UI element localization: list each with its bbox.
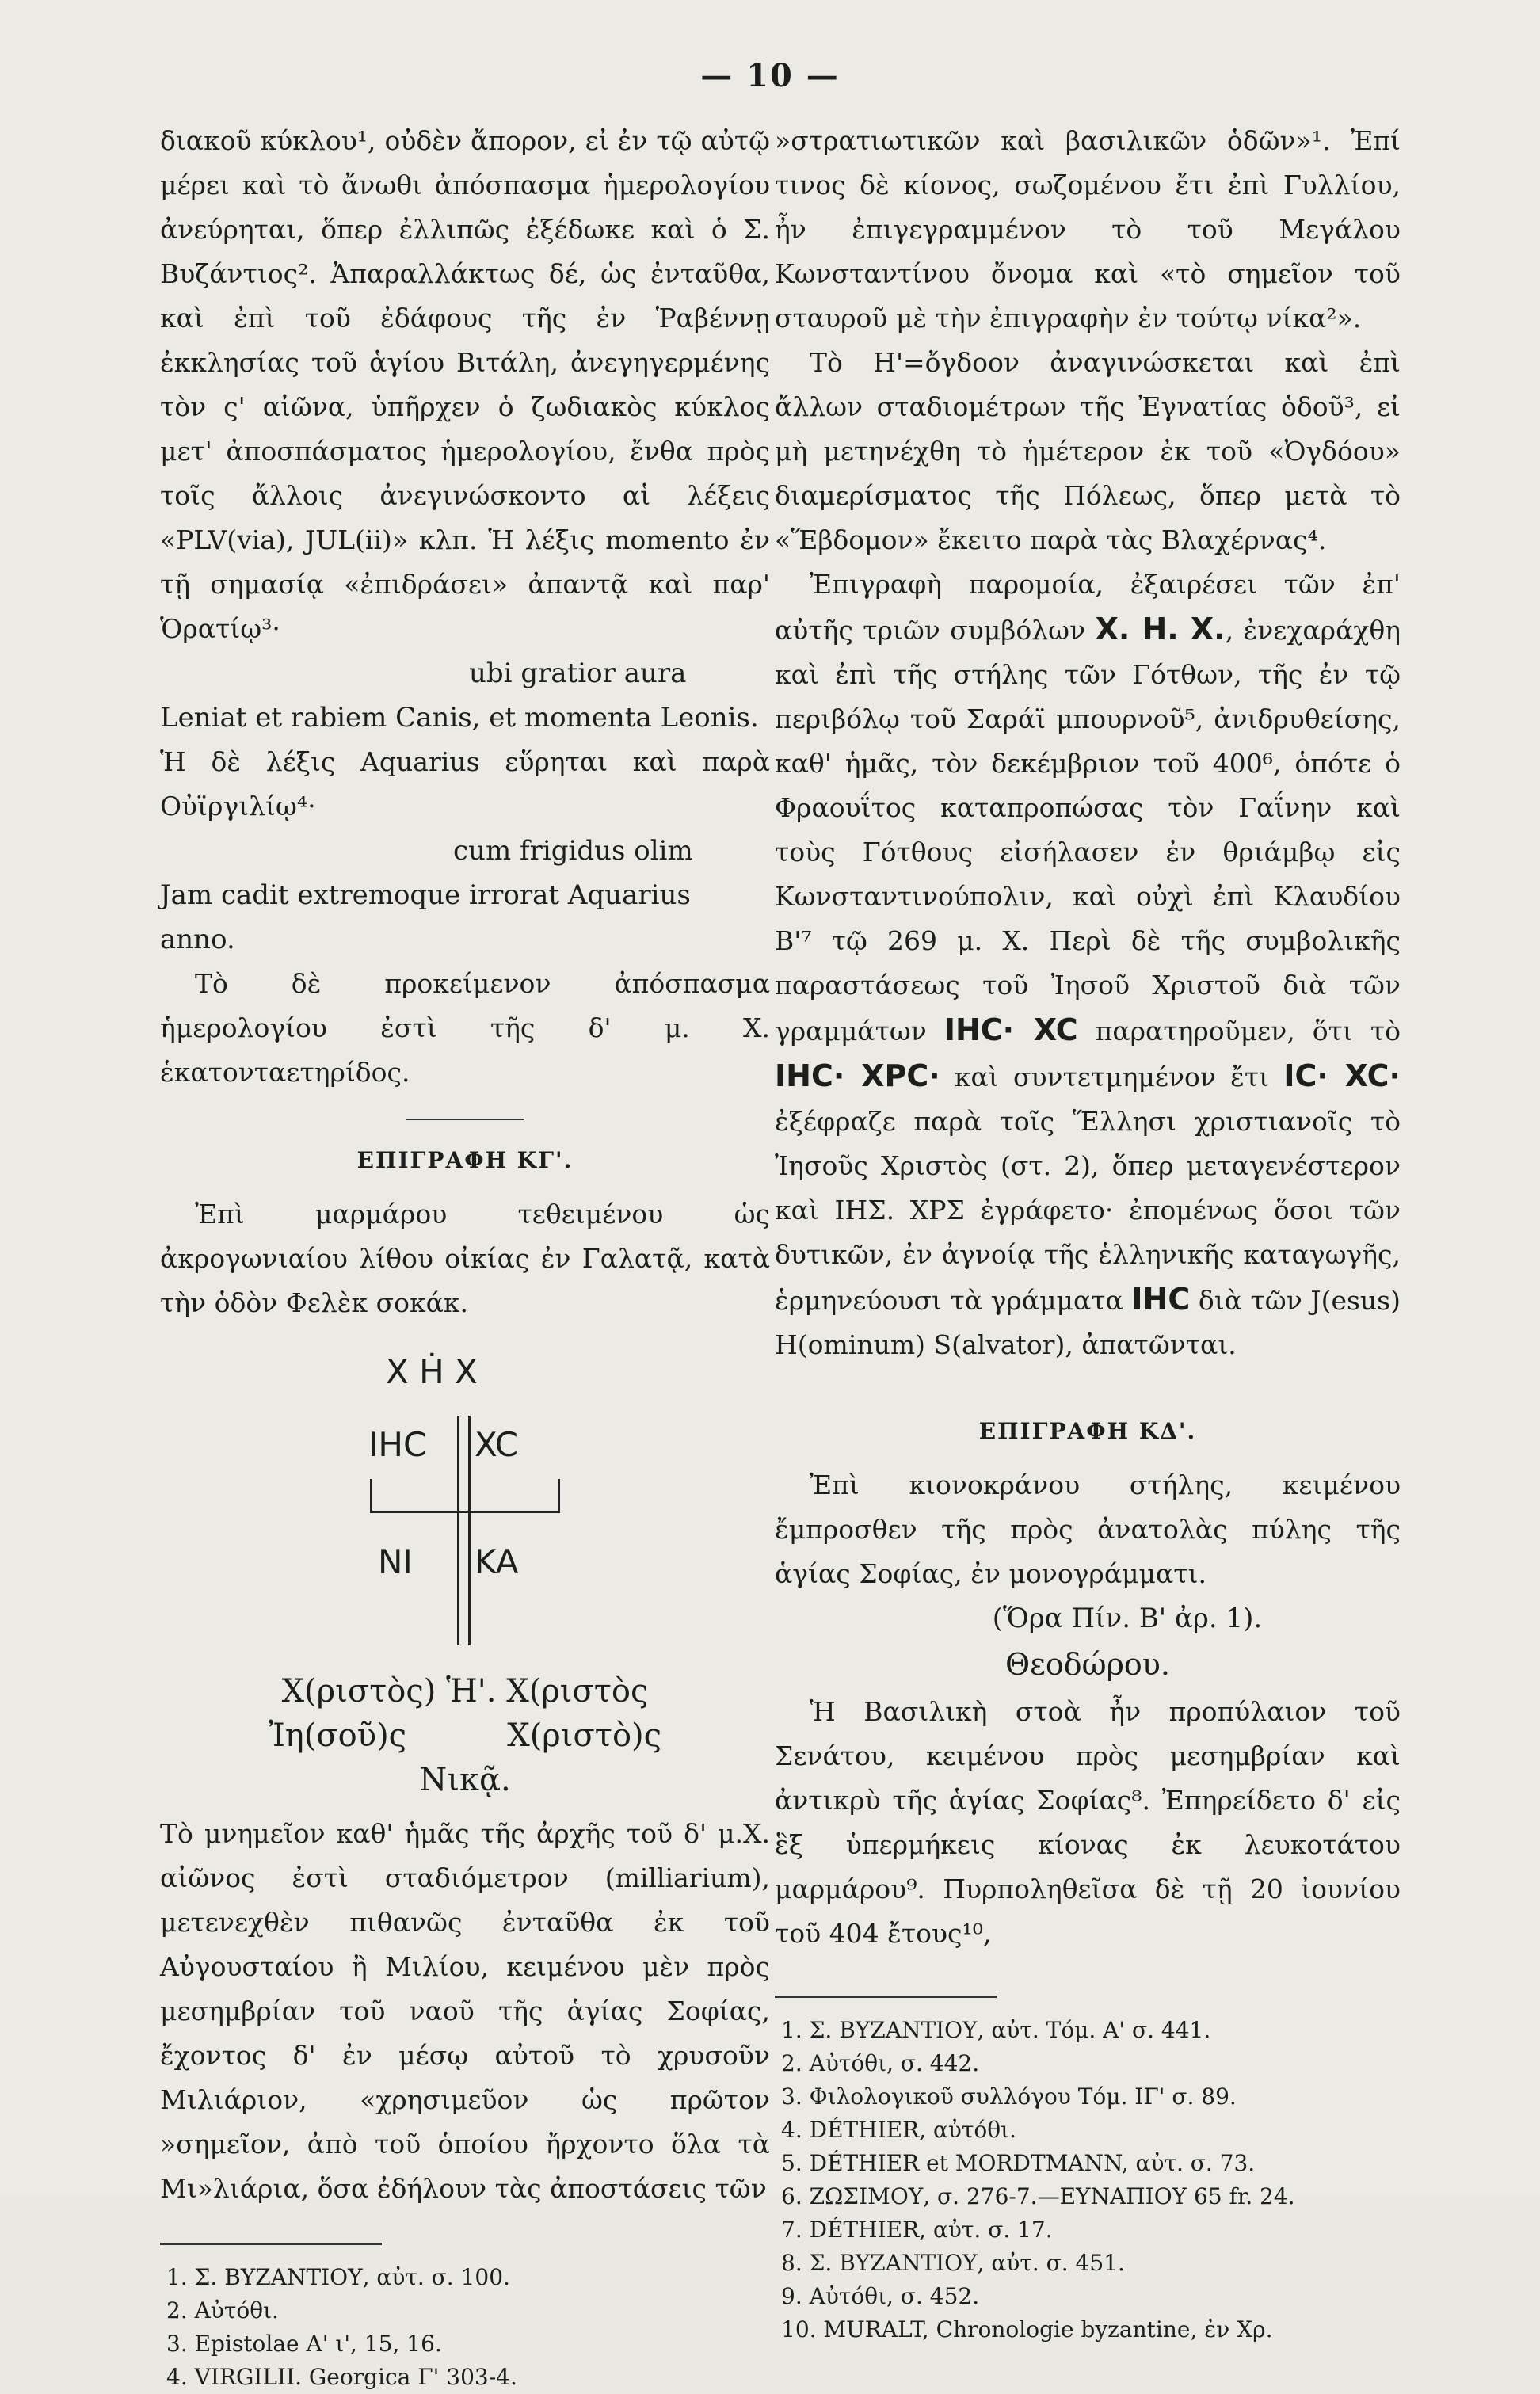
- cross-horizontal: [370, 1511, 560, 1513]
- footnote: 5. DÉTHIER et MORDTMANN, αὐτ. σ. 73.: [781, 2150, 1256, 2176]
- plate-reference: (Ὅρα Πίν. Β' ἀρ. 1).: [992, 1603, 1263, 1634]
- separator-rule: [406, 1119, 524, 1120]
- left-paragraph-1: διακοῦ κύκλου¹, οὐδὲν ἄπορον, εἰ ἐν τῷ αὐτῷ μέρει καὶ τὸ ἄνωθι ἀπόσπασμα ἡμερολογίου ἀνεύρηται, ὅπερ ἐλλιπῶς ἐξέδωκε καὶ ὁ Σ. Βυζάντιος². Ἀπαραλλάκτως δέ, ὡς ἐνταῦθα, καὶ ἐπὶ τοῦ ἐδάφους τῆς ἐν Ῥαβέννῃ ἐκκλησίας τοῦ ἁγίου Βιτάλη, ἀνεγηγερμένης τὸν ς' αἰῶνα, ὑπῆρχεν ὁ ζωδιακὸς κύκλος μετ' ἀποσπάσματος ἡμερολογίου, ἔνθα πρὸς τοῖς ἄλλοις ἀνεγινώσκοντο αἱ λέξεις «PLV(via), JUL(ii)» κλπ. Ἡ λέξις momento ἐν τῇ σημασίᾳ «ἐπιδράσει» ἀπαντᾷ καὶ παρ' Ὁρατίῳ³·: [160, 125, 770, 644]
- monogram-ka: KA: [475, 1542, 519, 1581]
- cross-end-right: [558, 1479, 560, 1511]
- footnote-rule: [775, 1996, 997, 1998]
- symbol-ihc: IHC: [1131, 1282, 1191, 1317]
- transliteration-line-2: Ἰη(σοῦ)ς Χ(ριστὸ)ς: [268, 1717, 662, 1754]
- monogram-ni: NI: [378, 1542, 413, 1581]
- inscription-heading: ΕΠΙΓΡΑΦΗ ΚΔ'.: [978, 1418, 1197, 1444]
- monogram-ihc: IHC: [368, 1425, 427, 1464]
- monogram-top: X Ḣ X: [386, 1352, 478, 1391]
- right-footnotes: [775, 2014, 1401, 2346]
- footnote: 8. Σ. ΒΥΖΑΝΤΙΟΥ, αὐτ. σ. 451.: [781, 2250, 1125, 2276]
- footnote-rule: [160, 2243, 382, 2245]
- right-paragraph-2: Τὸ Η'=ὄγδοον ἀναγινώσκεται καὶ ἐπὶ ἄλλων σταδιομέτρων τῆς Ἐγνατίας ὁδοῦ³, εἰ μὴ μετηνέχθη τὸ ἡμέτερον ἐκ τοῦ «Ὀγδόου» διαμερίσματος τῆς Πόλεως, ὅπερ μετὰ τὸ «Ἕβδομον» ἔκειτο παρὰ τὰς Βλαχέρνας⁴.: [775, 347, 1401, 555]
- cross-end-left: [370, 1479, 372, 1511]
- quote-line: ubi gratior aura: [469, 658, 687, 689]
- symbol-xhx: X. H. X.: [1095, 612, 1226, 646]
- footnote: 4. DÉTHIER, αὐτόθι.: [781, 2117, 1016, 2143]
- text-run: παρατηροῦμεν, ὅτι τὸ: [1095, 1016, 1401, 1046]
- left-paragraph-5: Τὸ μνημεῖον καθ' ἡμᾶς τῆς ἀρχῆς τοῦ δ' μ.Χ. αἰῶνος ἐστὶ σταδιόμετρον (milliarium), μετενεχθὲν πιθανῶς ἐνταῦθα ἐκ τοῦ Αὐγουσταίου ἢ Μιλίου, κειμένου μὲν πρὸς μεσημβρίαν τοῦ ναοῦ τῆς ἁγίας Σοφίας, ἔχοντος δ' ἐν μέσῳ αὐτοῦ τὸ χρυσοῦν Μιλιάριον, «χρησιμεῦον ὡς πρῶτον »σημεῖον, ἀπὸ τοῦ ὁποίου ἤρχοντο ὅλα τὰ Μι»λιάρια, ὅσα ἐδήλουν τὰς ἀποστάσεις τῶν: [160, 1818, 770, 2204]
- footnote: 2. Αὐτόθι, σ. 442.: [781, 2050, 980, 2076]
- inscription-heading: ΕΠΙΓΡΑΦΗ ΚΓ'.: [356, 1147, 574, 1173]
- left-quote-2: [160, 829, 770, 962]
- footnote: 10. MURALT, Chronologie byzantine, ἐν Χρ.: [781, 2316, 1273, 2343]
- right-column: [775, 119, 1401, 2346]
- symbol-ic-xc: IC· XC·: [1283, 1058, 1401, 1093]
- right-paragraph-5: Ἡ Βασιλικὴ στοὰ ἦν προπύλαιον τοῦ Σενάτου, κειμένου πρὸς μεσημβρίαν καὶ ἀντικρὺ τῆς ἁγίας Σοφίας⁸. Ἐπηρείδετο δ' εἰς ἓξ ὑπερμήκεις κίονας ἐκ λευκοτάτου μαρμάρου⁹. Πυρποληθεῖσα δὲ τῇ 20 ἰουνίου τοῦ 404 ἔτους¹⁰,: [775, 1696, 1401, 1949]
- right-paragraph-3: [775, 562, 1401, 1367]
- footnote: 9. Αὐτόθι, σ. 452.: [781, 2283, 980, 2309]
- cross-vertical-left: [457, 1416, 459, 1645]
- footnote: 3. Epistolae Α' ι', 15, 16.: [166, 2331, 442, 2357]
- page-number: — 10 —: [700, 57, 840, 94]
- footnote: 6. ΖΩΣΙΜΟΥ, σ. 276-7.—ΕΥΝΑΠΙΟΥ 65 fr. 24.: [781, 2183, 1295, 2209]
- monogram-xc: XC: [475, 1425, 519, 1464]
- text-run: καὶ συντετμημένον ἔτι: [954, 1062, 1270, 1092]
- text-run: ἐξέφραζε παρὰ τοῖς Ἕλλησι χριστιανοῖς τὸ Ἰησοῦς Χριστὸς (στ. 2), ὅπερ μεταγενέστερον καὶ ΙΗΣ. ΧΡΣ ἐγράφετο· ἐπομένως ὅσοι τῶν δυτικῶν, ἐν ἀγνοίᾳ τῆς ἑλληνικῆς καταγωγῆς, ἑρμηνεύουσι τὰ γράμματα: [775, 1106, 1401, 1316]
- left-quote-1: [160, 651, 770, 740]
- left-column: [160, 119, 770, 2394]
- right-paragraph-4: Ἐπὶ κιονοκράνου στήλης, κειμένου ἔμπροσθεν τῆς πρὸς ἀνατολὰς πύλης τῆς ἁγίας Σοφίας, ἐν μονογράμματι.: [775, 1470, 1401, 1589]
- cross-monogram: [370, 1352, 560, 1653]
- quote-line: Jam cadit extremoque irrorat Aquarius anno.: [160, 879, 691, 955]
- left-paragraph-2: Ἡ δὲ λέξις Aquarius εὕρηται καὶ παρὰ Οὐϊργιλίῳ⁴·: [160, 746, 770, 822]
- left-footnotes: [160, 2261, 770, 2394]
- transliteration-line-3: Νικᾷ.: [419, 1762, 511, 1798]
- quote-line: cum frigidus olim: [453, 835, 693, 867]
- left-paragraph-4: Ἐπὶ μαρμάρου τεθειμένου ὡς ἀκρογωνιαίου λίθου οἰκίας ἐν Γαλατᾷ, κατὰ τὴν ὁδὸν Φελὲκ σοκάκ.: [160, 1199, 770, 1318]
- cross-vertical-right: [468, 1416, 471, 1645]
- right-paragraph-1: »στρατιωτικῶν καὶ βασιλικῶν ὁδῶν»¹. Ἐπί τινος δὲ κίονος, σωζομένου ἔτι ἐπὶ Γυλλίου, ἦν ἐπιγεγραμμένον τὸ τοῦ Μεγάλου Κωνσταντίνου ὄνομα καὶ «τὸ σημεῖον τοῦ σταυροῦ μὲ τὴν ἐπιγραφὴν ἐν τούτῳ νίκα²».: [775, 125, 1401, 334]
- symbol-ihc-xc: IHC· XC: [943, 1012, 1078, 1047]
- left-paragraph-3: Τὸ δὲ προκείμενον ἀπόσπασμα ἡμερολογίου ἐστὶ τῆς δ' μ. Χ. ἑκατονταετηρίδος.: [160, 968, 770, 1088]
- text-run: Ἐπιγραφὴ παρομοία, ἐξαιρέσει τῶν ἐπ' αὐτῆς τριῶν συμβόλων: [775, 569, 1401, 646]
- transliteration-line-1: Χ(ριστὸς) Ἡ'. Χ(ριστὸς: [281, 1673, 649, 1710]
- footnote: 1. Σ. ΒΥΖΑΝΤΙΟΥ, αὐτ. σ. 100.: [166, 2264, 510, 2290]
- quote-line: Leniat et rabiem Canis, et momenta Leonis.: [160, 702, 759, 734]
- text-run: , ἐνεχαράχθη καὶ ἐπὶ τῆς στήλης τῶν Γότθων, τῆς ἐν τῷ περιβόλῳ τοῦ Σαράϊ μπουρνοῦ⁵, ἀνιδρυθείσης, καθ' ἡμᾶς, τὸν δεκέμβριον τοῦ 400⁶, ὁπότε ὁ Φραουΐτος καταπροπώσας τὸν Γαΐνην καὶ τοὺς Γότθους εἰσήλασεν ἐν θριάμβῳ εἰς Κωνσταντινούπολιν, καὶ οὐχὶ ἐπὶ Κλαυδίου Β'⁷ τῷ 269 μ. Χ. Περὶ δὲ τῆς συμβολικῆς παραστάσεως τοῦ Ἰησοῦ Χριστοῦ διὰ τῶν γραμμάτων: [775, 615, 1401, 1046]
- monogram-name: Θεοδώρου.: [1005, 1647, 1170, 1682]
- text-run: διὰ τῶν J(esus) H(ominum) S(alvator), ἀπατῶνται.: [775, 1285, 1401, 1360]
- footnote: 7. DÉTHIER, αὐτ. σ. 17.: [781, 2217, 1053, 2243]
- footnote: 1. Σ. ΒΥΖΑΝΤΙΟΥ, αὐτ. Τόμ. Α' σ. 441.: [781, 2017, 1211, 2043]
- footnote: 3. Φιλολογικοῦ συλλόγου Τόμ. ΙΓ' σ. 89.: [781, 2083, 1237, 2110]
- footnote: 4. VIRGILII. Georgica Γ' 303-4.: [166, 2364, 517, 2390]
- footnote: 2. Αὐτόθι.: [166, 2297, 279, 2323]
- symbol-ihc-xpc: IHC· XPC·: [775, 1058, 940, 1093]
